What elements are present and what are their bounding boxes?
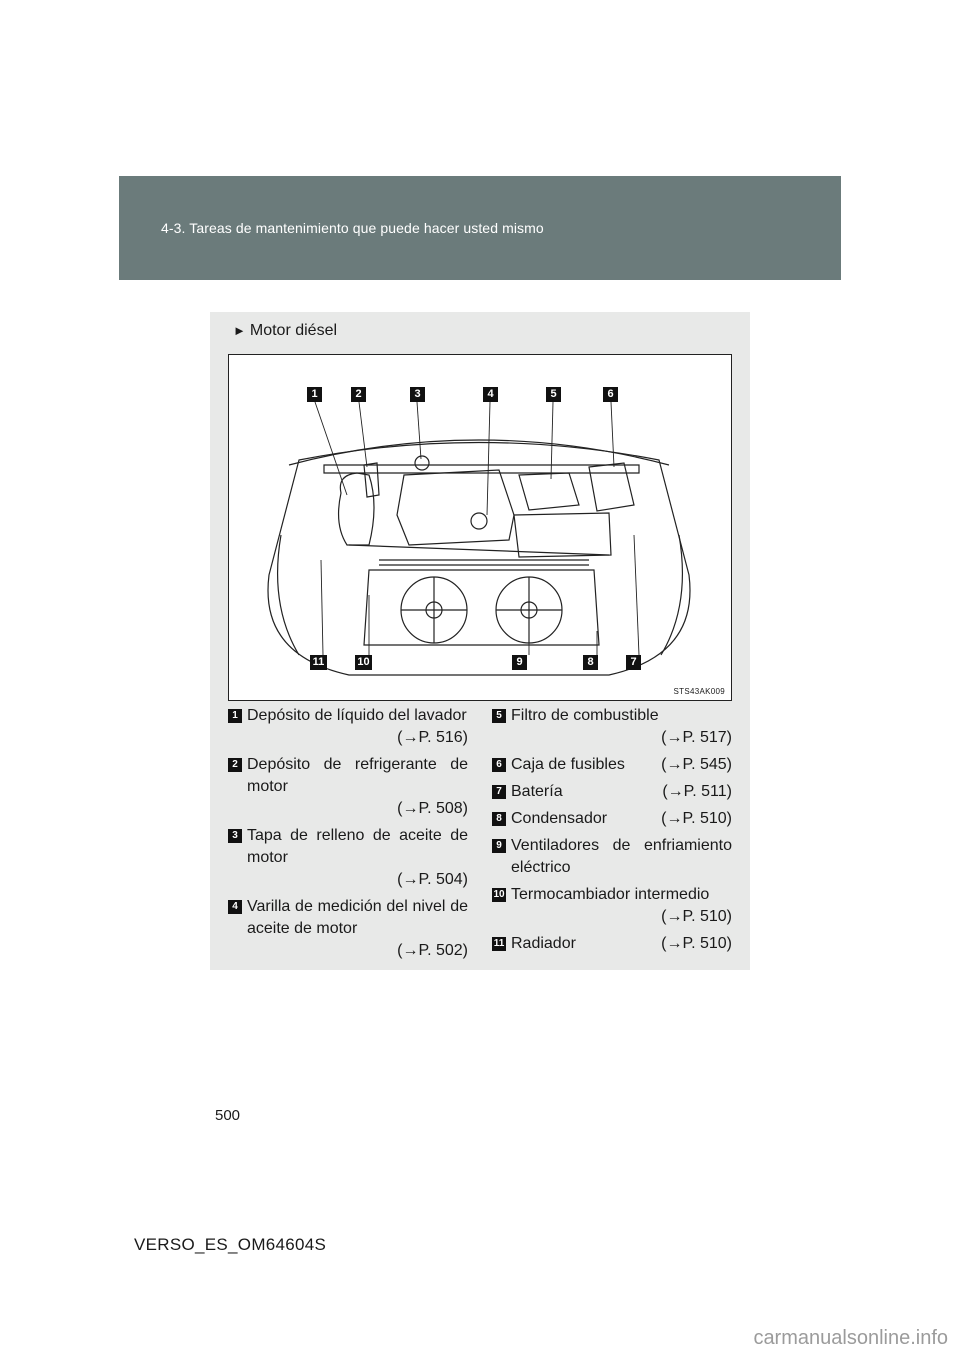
page-number: 500 bbox=[215, 1107, 241, 1124]
legend-item: 6 Caja de fusibles (→P. 545) bbox=[492, 754, 732, 776]
triangle-marker-icon: ► bbox=[233, 323, 246, 338]
legend-item: 11 Radiador (→P. 510) bbox=[493, 935, 732, 952]
section-title bbox=[233, 322, 337, 340]
legend-right bbox=[492, 705, 732, 960]
engine-diagram bbox=[228, 354, 732, 701]
legend-item: 3 Tapa de relleno de aceite de motor (→P. 504) bbox=[228, 825, 468, 891]
engine-illustration bbox=[229, 355, 731, 700]
legend-item: 2 Depósito de refrigerante de motor (→P. 508) bbox=[228, 754, 468, 820]
watermark: carmanualsonline.info bbox=[753, 1327, 948, 1349]
legend-item: 8 Condensador (→P. 510) bbox=[492, 808, 732, 830]
legend-item: 1 Depósito de líquido del lavador (→P. 516) bbox=[228, 705, 468, 749]
legend-item: 9 Ventiladores de enfriamiento eléctrico bbox=[492, 835, 732, 879]
callout-11: 11 bbox=[310, 655, 327, 670]
legend-left bbox=[228, 705, 468, 967]
callout-7: 7 bbox=[626, 655, 641, 670]
document-code: VERSO_ES_OM64604S bbox=[134, 1235, 327, 1254]
figure-code: STS43AK009 bbox=[673, 687, 725, 696]
legend-item: 5 Filtro de combustible (→P. 517) bbox=[492, 705, 732, 749]
section-title-text: Motor diésel bbox=[249, 322, 338, 339]
callout-3: 3 bbox=[410, 387, 425, 402]
content-panel bbox=[210, 312, 750, 970]
callout-5: 5 bbox=[546, 387, 561, 402]
callout-10: 10 bbox=[355, 655, 372, 670]
callout-1: 1 bbox=[307, 387, 322, 402]
legend-item: 7 Batería (→P. 511) bbox=[492, 781, 732, 803]
callout-8: 8 bbox=[583, 655, 598, 670]
chapter-title: 4-3. Tareas de mantenimiento que puede hacer usted mismo bbox=[161, 220, 544, 236]
callout-9: 9 bbox=[512, 655, 527, 670]
callout-6: 6 bbox=[603, 387, 618, 402]
chapter-header bbox=[119, 176, 841, 280]
callout-4: 4 bbox=[483, 387, 498, 402]
legend-item: 4 Varilla de medición del nivel de aceite de motor (→P. 502) bbox=[228, 896, 468, 962]
callout-2: 2 bbox=[351, 387, 366, 402]
legend-item: 10 Termocambiador intermedio (→P. 510) bbox=[493, 886, 732, 925]
